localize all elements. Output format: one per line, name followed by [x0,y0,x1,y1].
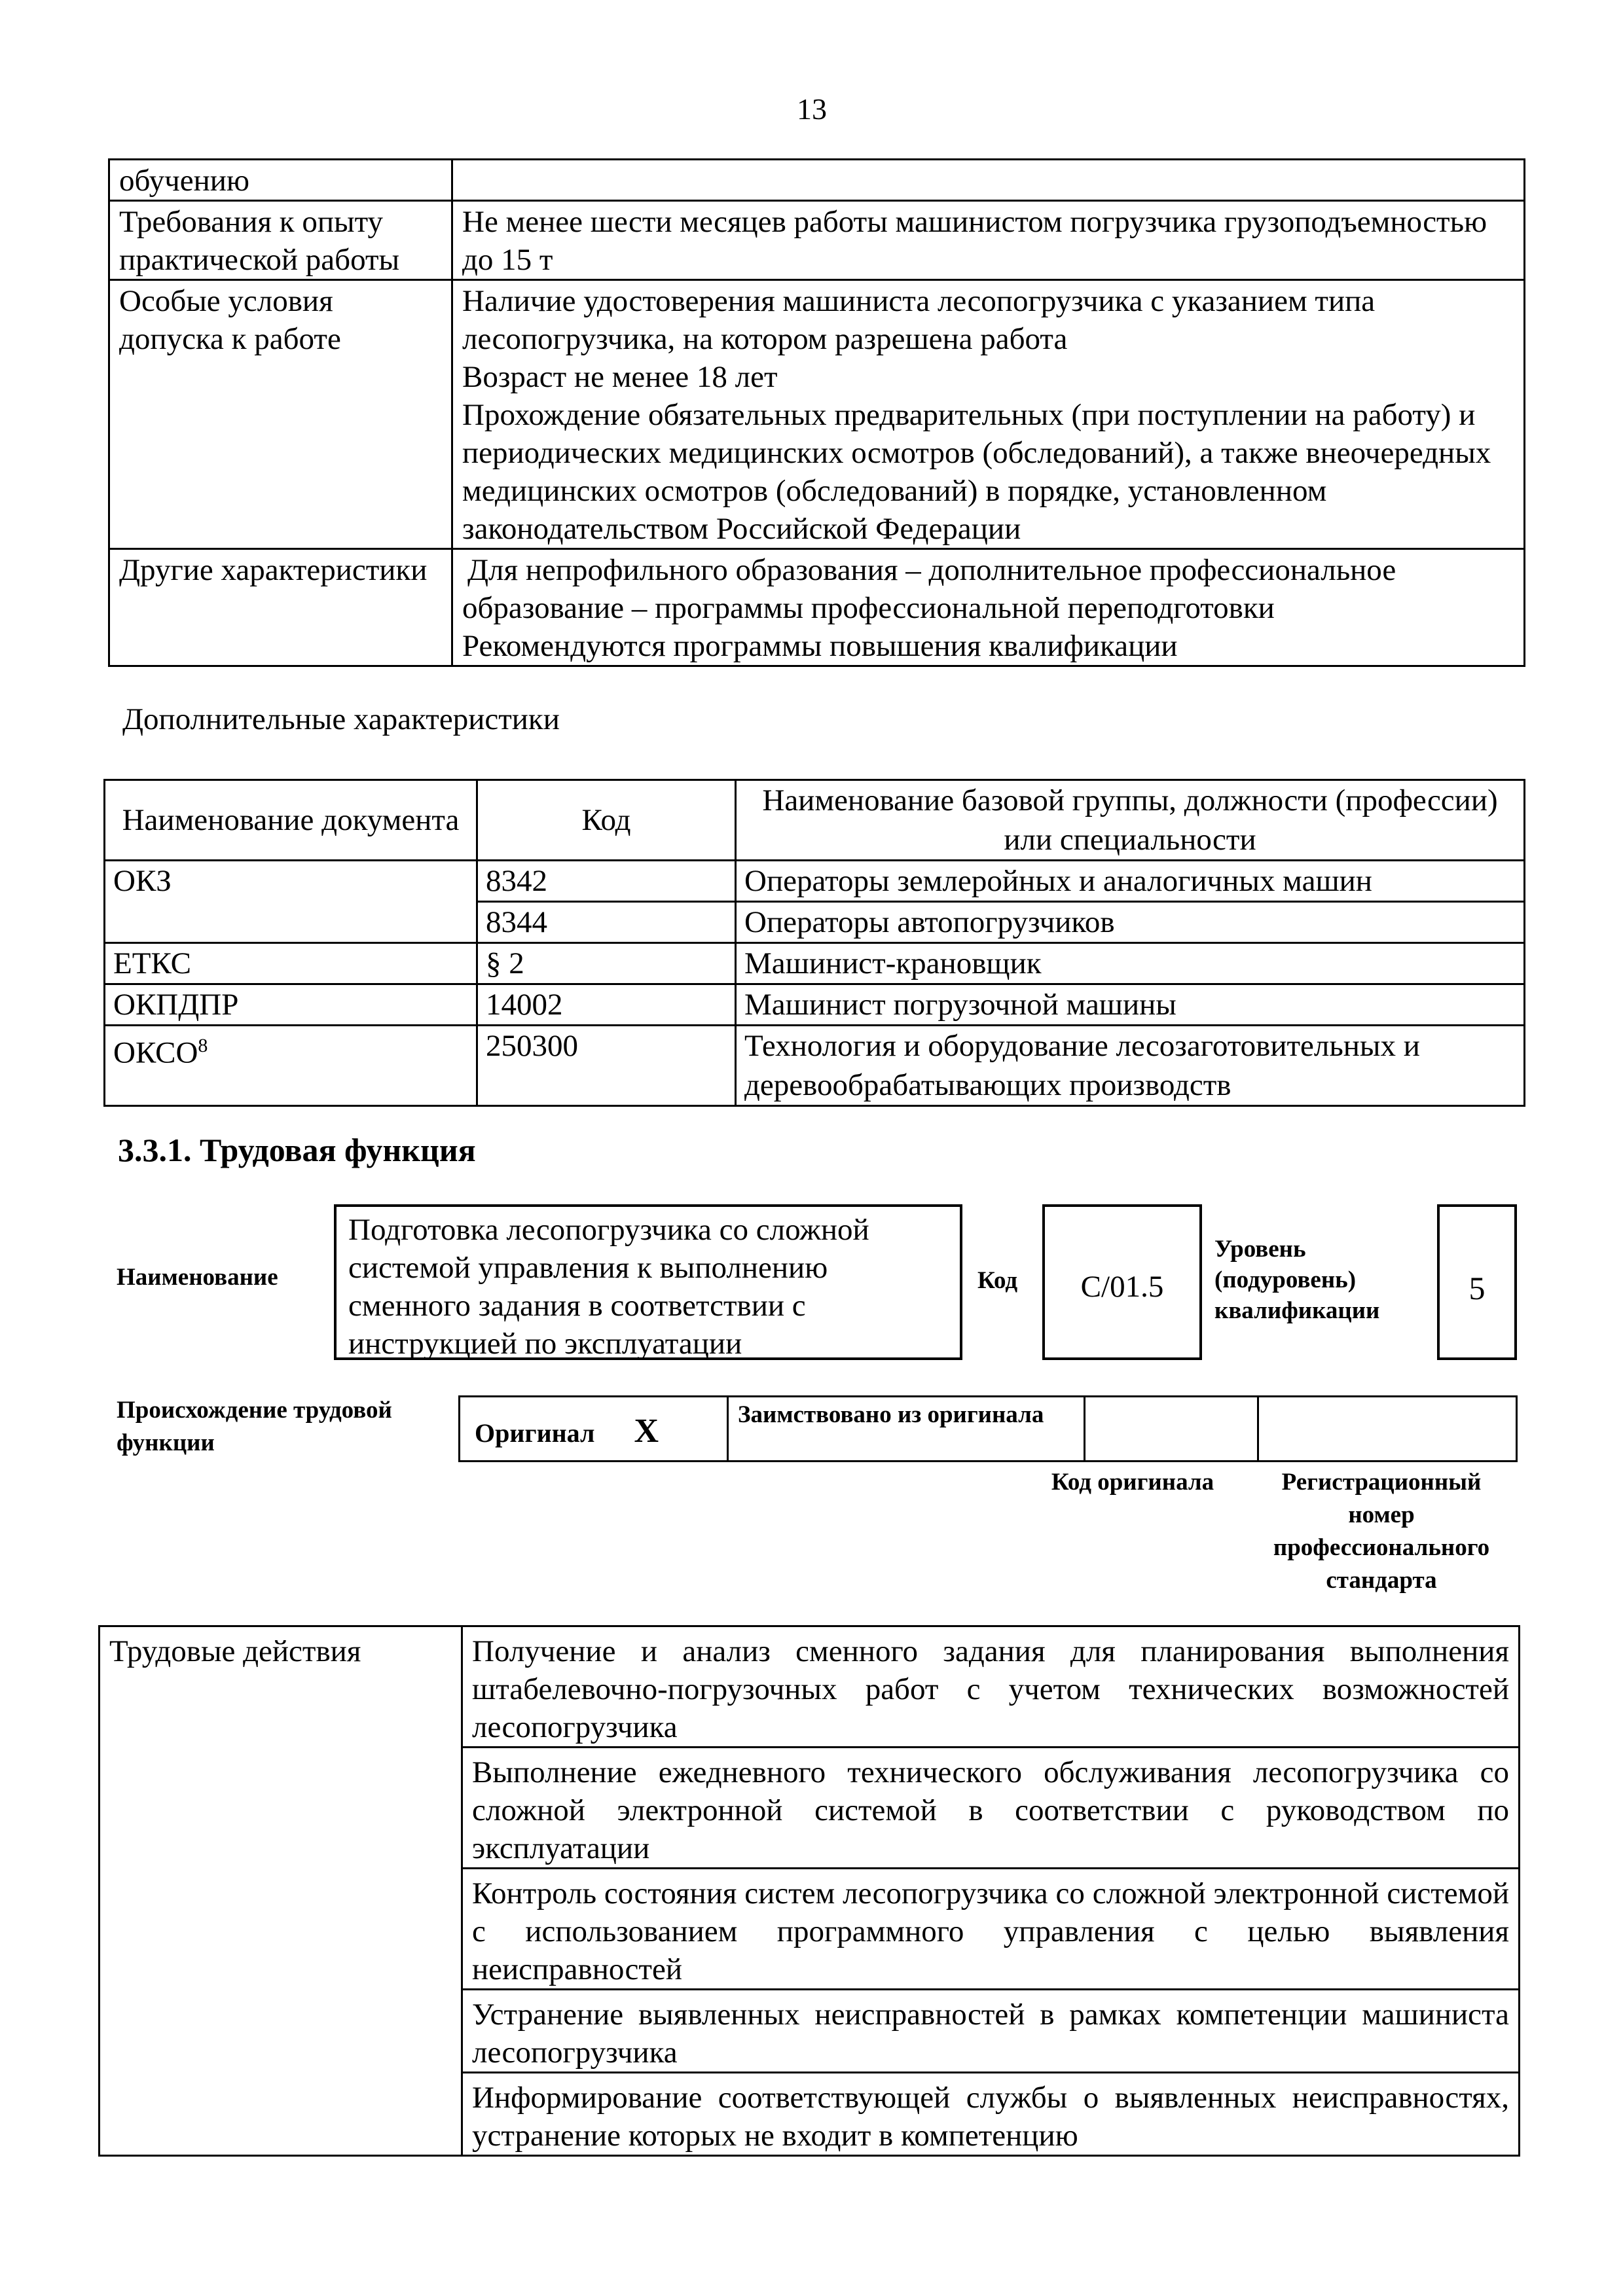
cell-name: Машинист погрузочной машины [736,984,1525,1026]
action-item: Получение и анализ сменного задания для планирования выполнения штабелевочно-погрузочных работ с учетом технических возможностей лесопогрузчика [462,1626,1520,1748]
table-row [105,1026,1525,1106]
section-title: Дополнительные характеристики [122,702,560,736]
name-label: Наименование [117,1264,278,1291]
table-row [460,1397,1517,1462]
cell-name: Операторы автопогрузчиков [736,902,1525,943]
value-line: Прохождение обязательных предварительных (при поступлении на работу) и периодических медицинских осмотров (обследований), а также внеочередных медицинских осмотров (обследований) в порядке, установленном законодательством Российской Федерации [462,398,1491,546]
table-row [109,201,1525,280]
row-label: обучению [109,160,452,201]
footnote-ref: 8 [198,1035,208,1056]
table-row [109,280,1525,549]
row-label: Требования к опыту практической работы [109,201,452,280]
cell-code: 8342 [477,861,736,902]
orig-code-caption: Код оригинала [1051,1469,1214,1496]
row-value [452,280,1525,549]
reg-number-caption: Регистрационный номер профессионального стандарта [1273,1469,1490,1594]
level-label: Уровень (подуровень) квалификации [1214,1236,1380,1324]
row-label: Другие характеристики [109,549,452,666]
action-item: Устранение выявленных неисправностей в рамках компетенции машиниста лесопогрузчика [462,1990,1520,2073]
cell-code: § 2 [477,943,736,984]
page-number: 13 [797,92,827,126]
header-name: Наименование базовой группы, должности (профессии) или специальности [736,780,1525,861]
table-row [109,160,1525,201]
action-item: Информирование соответствующей службы о выявленных неисправностях, устранение которых не входит в компетенцию [462,2073,1520,2156]
value-line: Рекомендуются программы повышения квалификации [462,629,1178,663]
row-value: Не менее шести месяцев работы машинистом погрузчика грузоподъемностью до 15 т [452,201,1525,280]
header-document: Наименование документа [105,780,477,861]
action-item: Выполнение ежедневного технического обслуживания лесопогрузчика со сложной электронной системой в соответствии с руководством по эксплуатации [462,1748,1520,1869]
table-row [105,984,1525,1026]
requirements-table [108,158,1525,667]
original-code-cell [1085,1397,1258,1462]
table-header-row [105,780,1525,861]
original-mark: X [634,1412,659,1450]
cell-code: 250300 [477,1026,736,1106]
function-code-box: C/01.5 [1042,1204,1202,1360]
function-heading: 3.3.1. Трудовая функция [118,1132,476,1168]
table-row [105,943,1525,984]
cell-code: 14002 [477,984,736,1026]
cell-doc: ОКЗ [105,861,477,943]
value-line: Возраст не менее 18 лет [462,360,778,394]
origin-label: Происхождение трудовой функции [117,1397,392,1456]
doc-text: ОКСО [113,1035,198,1070]
code-label: Код [977,1267,1018,1294]
cell-name: Операторы землеройных и аналогичных машин [736,861,1525,902]
action-item: Контроль состояния систем лесопогрузчика со сложной электронной системой с использованием программного управления с целью выявления неисправностей [462,1869,1520,1990]
value-line: Наличие удостоверения машиниста лесопогрузчика с указанием типа лесопогрузчика, на котором разрешена работа [462,284,1376,356]
value-line: Для непрофильного образования – дополнительное профессиональное образование – программы профессиональной переподготовки [462,553,1396,625]
row-value [452,160,1525,201]
row-label: Особые условия допуска к работе [109,280,452,549]
original-label: Оригинал [475,1418,595,1448]
cell-name: Технология и оборудование лесозаготовительных и деревообрабатывающих производств [736,1026,1525,1106]
characteristics-table [103,779,1525,1107]
cell-doc: ОКПДПР [105,984,477,1026]
header-code: Код [477,780,736,861]
function-name-box: Подготовка лесопогрузчика со сложной системой управления к выполнению сменного задания в соответствии с инструкцией по эксплуатации [334,1204,962,1360]
level-value-box: 5 [1437,1204,1517,1360]
cell-doc [105,1026,477,1106]
labor-actions-table [98,1625,1520,2157]
borrowed-cell: Заимствовано из оригинала [728,1397,1085,1462]
cell-doc: ЕТКС [105,943,477,984]
cell-name: Машинист-крановщик [736,943,1525,984]
original-cell [460,1397,728,1462]
cell-code: 8344 [477,902,736,943]
actions-label: Трудовые действия [100,1626,462,2156]
reg-number-cell [1258,1397,1517,1462]
table-row [105,861,1525,902]
table-row [100,1626,1520,1748]
row-value [452,549,1525,666]
table-row [109,549,1525,666]
origin-table [458,1395,1518,1462]
